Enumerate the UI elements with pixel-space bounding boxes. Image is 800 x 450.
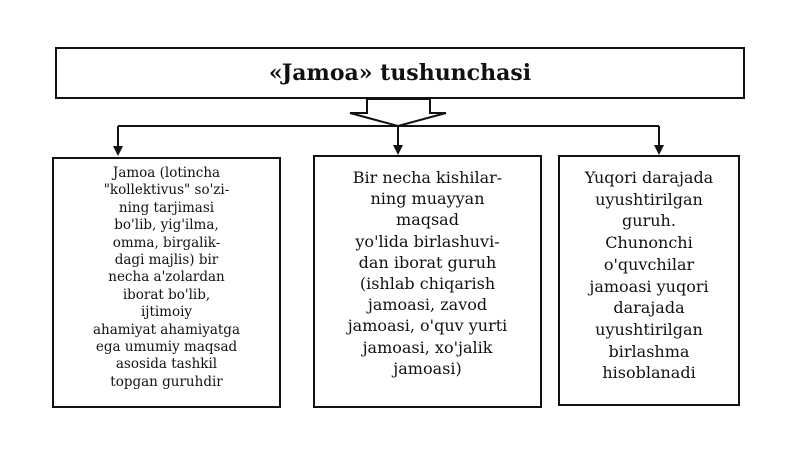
definition-text-1: Jamoa (lotincha "kollektivus" so'zi- ning tarjimasi bo'lib, yig'ilma, omma, birgalik- dagi majlis) bir necha a'zolardan iborat bo'lib, ijtimoiy ahamiyat ahamiyatga ega umumiy maqsad asosida tashkil topgan guruhdir (92, 165, 240, 390)
middle-arrowhead (393, 145, 403, 155)
definition-text-2: Bir necha kishilar- ning muayyan maqsad yo'lida birlashuvi- dan iborat guruh (ishlab chiqarish jamoasi, zavod jamoasi, o'quv yurti jamoasi, xo'jalik jamoasi) (347, 168, 508, 378)
title-box (55, 47, 745, 99)
left-arrowhead (113, 146, 123, 156)
definition-text-3: Yuqori darajada uyushtirilgan guruh. Chunonchi o'quvchilar jamoasi yuqori darajada uyushtirilgan birlashma hisoblanadi (584, 168, 714, 383)
center-block-arrow (350, 99, 446, 126)
definition-box-3 (558, 155, 740, 406)
diagram-title: «Jamoa» tushunchasi (268, 60, 532, 86)
right-arrowhead (654, 145, 664, 155)
definition-box-2 (313, 155, 542, 408)
definition-box-1 (52, 157, 281, 408)
